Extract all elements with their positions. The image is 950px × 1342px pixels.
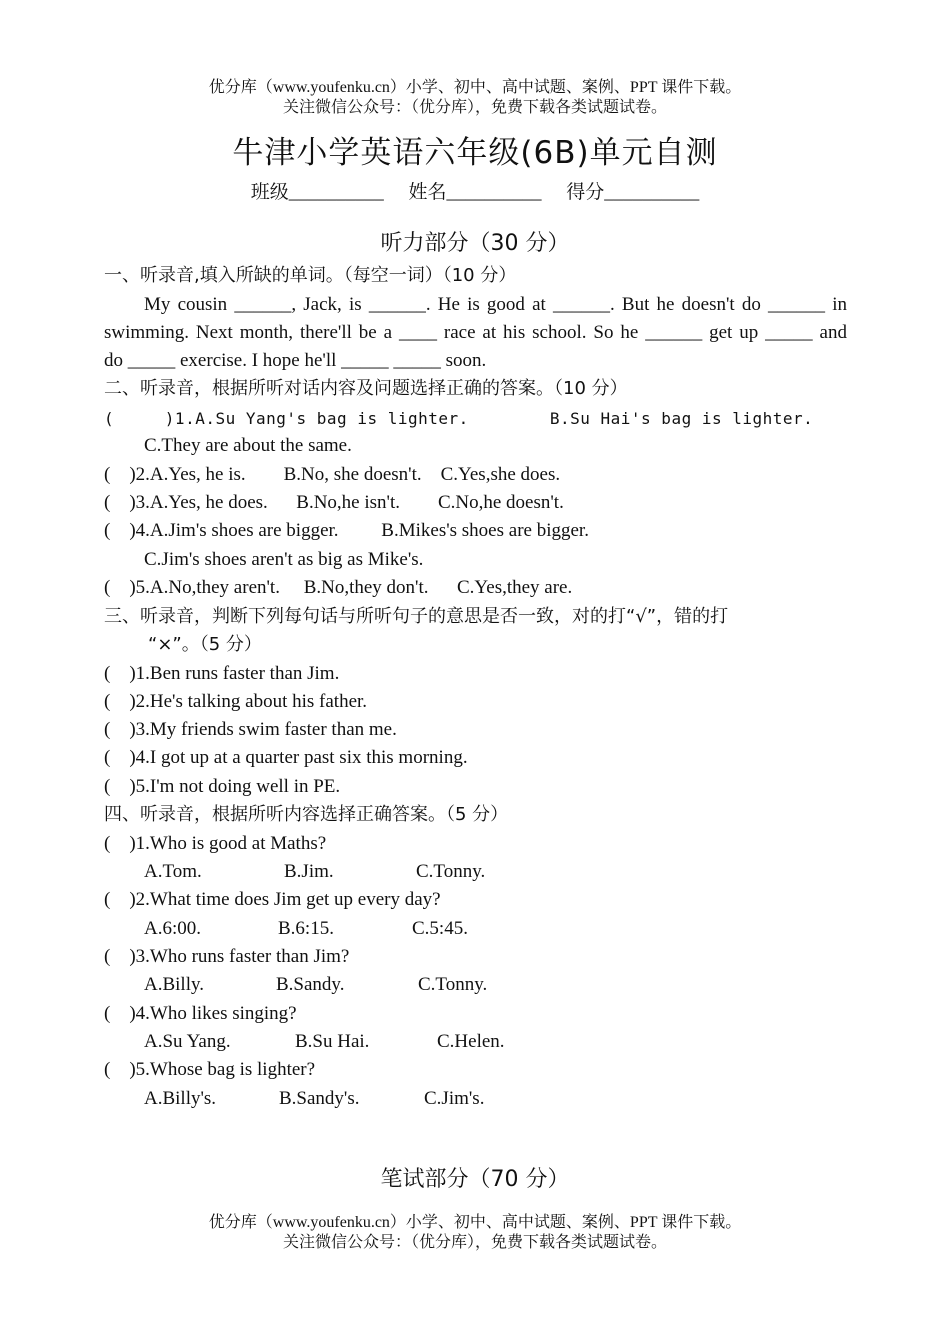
part4-question-5: ( )5.Whose bag is lighter? xyxy=(104,1059,316,1080)
part4-question-1: ( )1.Who is good at Maths? xyxy=(104,833,327,854)
part4-q1-option-b: B.Jim. xyxy=(284,861,334,882)
part1-line-1: My cousin ______, Jack, is ______. He is good at ______. But he doesn't do ______ in xyxy=(144,294,847,315)
part4-q2-option-b: B.6:15. xyxy=(278,918,334,939)
part2-title: 二、听录音，根据所听对话内容及问题选择正确的答案。（10 分） xyxy=(104,378,628,399)
part4-q4-option-a: A.Su Yang. xyxy=(144,1031,231,1052)
part1-line-2: swimming. Next month, there'll be a ____ race at his school. So he ______ get up _____ and xyxy=(104,322,847,343)
part4-q4-option-b: B.Su Hai. xyxy=(295,1031,370,1052)
part2-question-5: ( )5.A.No,they aren't. B.No,they don't. C.Yes,they are. xyxy=(104,577,573,598)
part1-line-3: do _____ exercise. I hope he'll _____ _____ soon. xyxy=(104,350,487,371)
written-heading: 笔试部分（70 分） xyxy=(380,1167,570,1192)
part4-question-2: ( )2.What time does Jim get up every day? xyxy=(104,889,441,910)
part2-question-3: ( )3.A.Yes, he does. B.No,he isn't. C.No,he doesn't. xyxy=(104,492,564,513)
part3-item-4: ( )4.I got up at a quarter past six this morning. xyxy=(104,747,468,768)
part4-q5-option-b: B.Sandy's. xyxy=(279,1088,360,1109)
header-line-1: 优分库（www.youfenku.cn）小学、初中、高中试题、案例、PPT 课件下载。 xyxy=(208,79,742,96)
part4-title: 四、听录音，根据所听内容选择正确答案。（5 分） xyxy=(104,804,509,825)
part3-item-2: ( )2.He's talking about his father. xyxy=(104,691,368,712)
part2-question-2: ( )2.A.Yes, he is. B.No, she doesn't. C.Yes,she does. xyxy=(104,464,561,485)
page-title: 牛津小学英语六年级(6B)单元自测 xyxy=(232,135,718,171)
part4-q2-option-c: C.5:45. xyxy=(412,918,468,939)
part4-q1-option-c: C.Tonny. xyxy=(416,861,486,882)
part4-q1-option-a: A.Tom. xyxy=(144,861,202,882)
class-field[interactable]: 班级__________ xyxy=(250,182,384,203)
part3-item-5: ( )5.I'm not doing well in PE. xyxy=(104,776,341,797)
part4-q3-option-b: B.Sandy. xyxy=(276,974,345,995)
part4-q5-option-a: A.Billy's. xyxy=(144,1088,217,1109)
part1-title: 一、听录音,填入所缺的单词。（每空一词）（10 分） xyxy=(104,265,517,286)
part2-question-4-option-c: C.Jim's shoes aren't as big as Mike's. xyxy=(144,549,424,570)
part3-title-cont: “×”。（5 分） xyxy=(148,634,262,655)
student-info xyxy=(0,180,950,206)
part4-question-4: ( )4.Who likes singing? xyxy=(104,1003,297,1024)
part4-question-3: ( )3.Who runs faster than Jim? xyxy=(104,946,350,967)
part4-q4-option-c: C.Helen. xyxy=(437,1031,505,1052)
part2-question-1-option-c: C.They are about the same. xyxy=(144,435,352,456)
part3-item-3: ( )3.My friends swim faster than me. xyxy=(104,719,397,740)
part4-q5-option-c: C.Jim's. xyxy=(424,1088,485,1109)
part4-q3-option-c: C.Tonny. xyxy=(418,974,488,995)
part4-q2-option-a: A.6:00. xyxy=(144,918,201,939)
part2-question-4: ( )4.A.Jim's shoes are bigger. B.Mikes's shoes are bigger. xyxy=(104,520,589,541)
listening-heading: 听力部分（30 分） xyxy=(380,231,570,256)
part3-item-1: ( )1.Ben runs faster than Jim. xyxy=(104,663,340,684)
score-field[interactable]: 得分__________ xyxy=(566,182,700,203)
part2-question-1: ( )1.A.Su Yang's bag is lighter. B.Su Hai's bag is lighter. xyxy=(104,409,814,428)
footer-line-2: 关注微信公众号：（优分库），免费下载各类试题试卷。 xyxy=(282,1234,667,1251)
name-field[interactable]: 姓名__________ xyxy=(408,182,542,203)
part3-title: 三、听录音，判断下列每句话与所听句子的意思是否一致，对的打“√”，错的打 xyxy=(104,606,729,627)
part4-q3-option-a: A.Billy. xyxy=(144,974,204,995)
header-line-2: 关注微信公众号：（优分库），免费下载各类试题试卷。 xyxy=(282,99,667,116)
footer-line-1: 优分库（www.youfenku.cn）小学、初中、高中试题、案例、PPT 课件下载。 xyxy=(208,1214,742,1231)
